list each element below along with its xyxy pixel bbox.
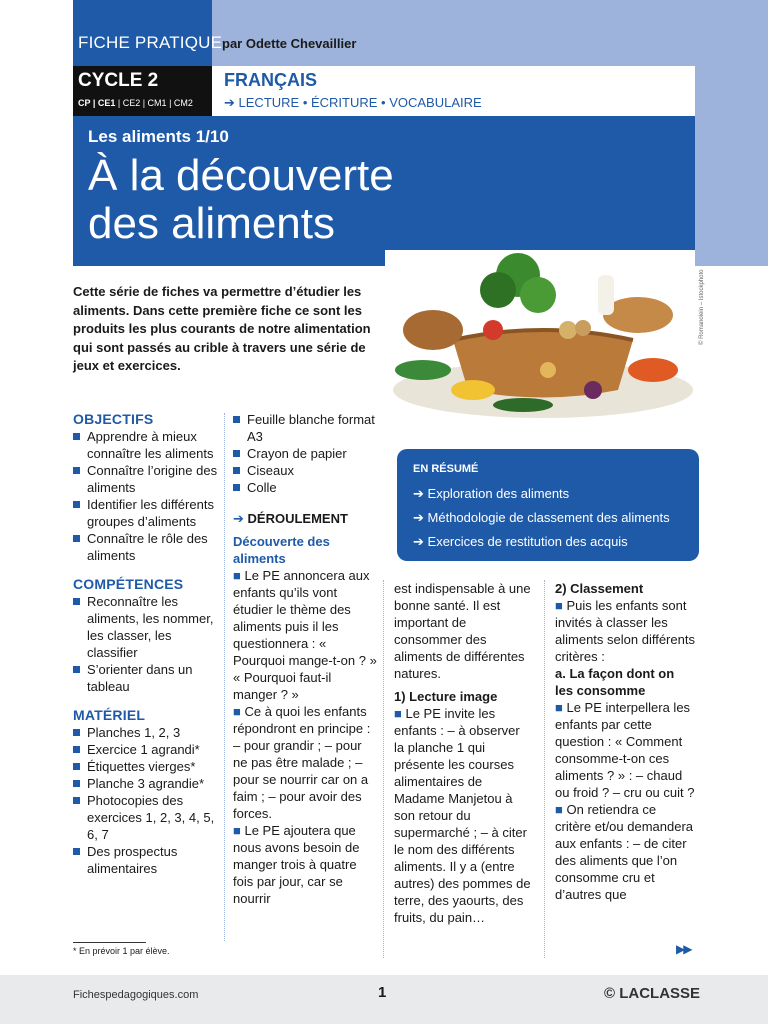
column-4 (555, 580, 695, 903)
page-title: À la découverte des aliments (88, 151, 394, 248)
summary-title: EN RÉSUMÉ (413, 463, 479, 475)
paragraph: ■ Ce à quoi les enfants répondront en principe : – pour grandir ; – pour ne pas être malade ; – pour se nourrir car on a faim ; – pour avoir des forces. (233, 704, 371, 821)
column-1 (73, 411, 218, 877)
header-strip (212, 0, 768, 66)
fiche-label: FICHE PRATIQUE (78, 33, 223, 52)
paragraph: ■ Le PE invite les enfants : – à observer la planche 1 qui présente les courses alimentaires de Madame Manjetou à son retour du supermarché ; – à citer le nom des différents aliments. Il y a (entre autres) des pommes de terre, des yaourts, des fruits, du pain… (394, 706, 531, 925)
food-photo (393, 250, 695, 422)
cycle-levels: CP | CE1 | CE2 | CM1 | CM2 (78, 98, 193, 108)
subsection-title: a. La façon dont on les consomme (555, 666, 675, 698)
series-label: Les aliments 1/10 (88, 127, 229, 146)
summary-item: ➔ Méthodologie de classement des aliments (413, 510, 670, 525)
summary-item: ➔ Exercices de restitution des acquis (413, 534, 628, 549)
subject-subtitle: ➔ LECTURE • ÉCRITURE • VOCABULAIRE (224, 95, 482, 110)
paragraph: est indispensable à une bonne santé. Il est important de consommer des aliments de différentes natures. (394, 581, 531, 681)
column-3 (394, 580, 532, 926)
subsection-title: 1) Lecture image (394, 689, 498, 704)
summary-item: ➔ Exploration des aliments (413, 486, 570, 501)
column-divider (383, 580, 384, 958)
footer-site[interactable]: Fichespedagogiques.com (73, 989, 199, 1001)
paragraph: ■ On retiendra ce critère et/ou demandera aux enfants : – de citer des aliments que l’on consomme cru et d’autres que (555, 802, 694, 902)
list-item: Étiquettes vierges* (73, 758, 218, 775)
section-title-materiel: MATÉRIEL (73, 707, 146, 723)
list-item: Identifier les différents groupes d’aliments (73, 496, 218, 530)
column-2 (233, 411, 378, 907)
list-item: Feuille blanche format A3 (233, 411, 378, 445)
list-item: Connaître le rôle des aliments (73, 530, 218, 564)
list-item: Colle (233, 479, 378, 496)
column-divider (224, 413, 225, 941)
arrow-icon: ➔ (413, 510, 424, 525)
paragraph: ■ Le PE annoncera aux enfants qu’ils vont étudier le thème des aliments puis il les questionnera : « Pourquoi mange-t-on ? » « Pourquoi faut-il manger ? » (233, 568, 377, 702)
list-item: S’orienter dans un tableau (73, 661, 218, 695)
subsection-title: Découverte des aliments (233, 534, 330, 566)
paragraph: ■ Le PE ajoutera que nous avons besoin de manger trois à quatre fois par jour, car se nourrir (233, 823, 360, 906)
author: par Odette Chevaillier (222, 36, 357, 51)
footnote: * En prévoir 1 par élève. (73, 946, 170, 956)
section-title-objectifs: OBJECTIFS (73, 411, 154, 427)
page-number: 1 (378, 984, 387, 1001)
list-item: Crayon de papier (233, 445, 378, 462)
photo-credit: © Romanolein – Istockphoto (699, 269, 705, 345)
list-item: Reconnaître les aliments, les nommer, les classer, les classifier (73, 593, 218, 661)
cycle-title: CYCLE 2 (78, 70, 159, 91)
footnote-rule (73, 942, 146, 943)
subject-title: FRANÇAIS (224, 70, 317, 90)
list-item: Planche 3 agrandie* (73, 775, 218, 792)
arrow-icon: ➔ (233, 511, 244, 526)
section-title-deroulement: ➔ DÉROULEMENT (233, 511, 348, 526)
subsection-title: 2) Classement (555, 581, 644, 596)
list-item: Connaître l’origine des aliments (73, 462, 218, 496)
brand-logo: © LACLASSE (604, 985, 701, 1002)
list-item: Planches 1, 2, 3 (73, 724, 218, 741)
arrow-icon: ➔ (413, 534, 424, 549)
list-item: Exercice 1 agrandi* (73, 741, 218, 758)
intro-text: Cette série de fiches va permettre d’étudier les aliments. Dans cette première fiche ce sont les produits les plus courants de notre alimentation qui sont passés au crible à travers une série de jeux et exercices. (73, 284, 371, 373)
side-bar (695, 66, 768, 266)
list-item: Photocopies des exercices 1, 2, 3, 4, 5, 6, 7 (73, 792, 218, 843)
arrow-icon: ➔ (224, 95, 235, 110)
paragraph: ■ Puis les enfants sont invités à classer les aliments selon différents critères : (555, 598, 695, 664)
column-divider (544, 580, 545, 958)
list-item: Des prospectus alimentaires (73, 843, 218, 877)
arrow-icon: ➔ (413, 486, 424, 501)
list-item: Apprendre à mieux connaître les aliments (73, 428, 218, 462)
paragraph: ■ Le PE interpellera les enfants par cette question : « Comment consomme-t-on ces aliments ? » : – chaud ou froid ? – cru ou cuit ? (555, 700, 695, 800)
list-item: Ciseaux (233, 462, 378, 479)
next-page-arrow-icon[interactable]: ▶▶ (676, 942, 691, 956)
section-title-competences: COMPÉTENCES (73, 576, 184, 592)
